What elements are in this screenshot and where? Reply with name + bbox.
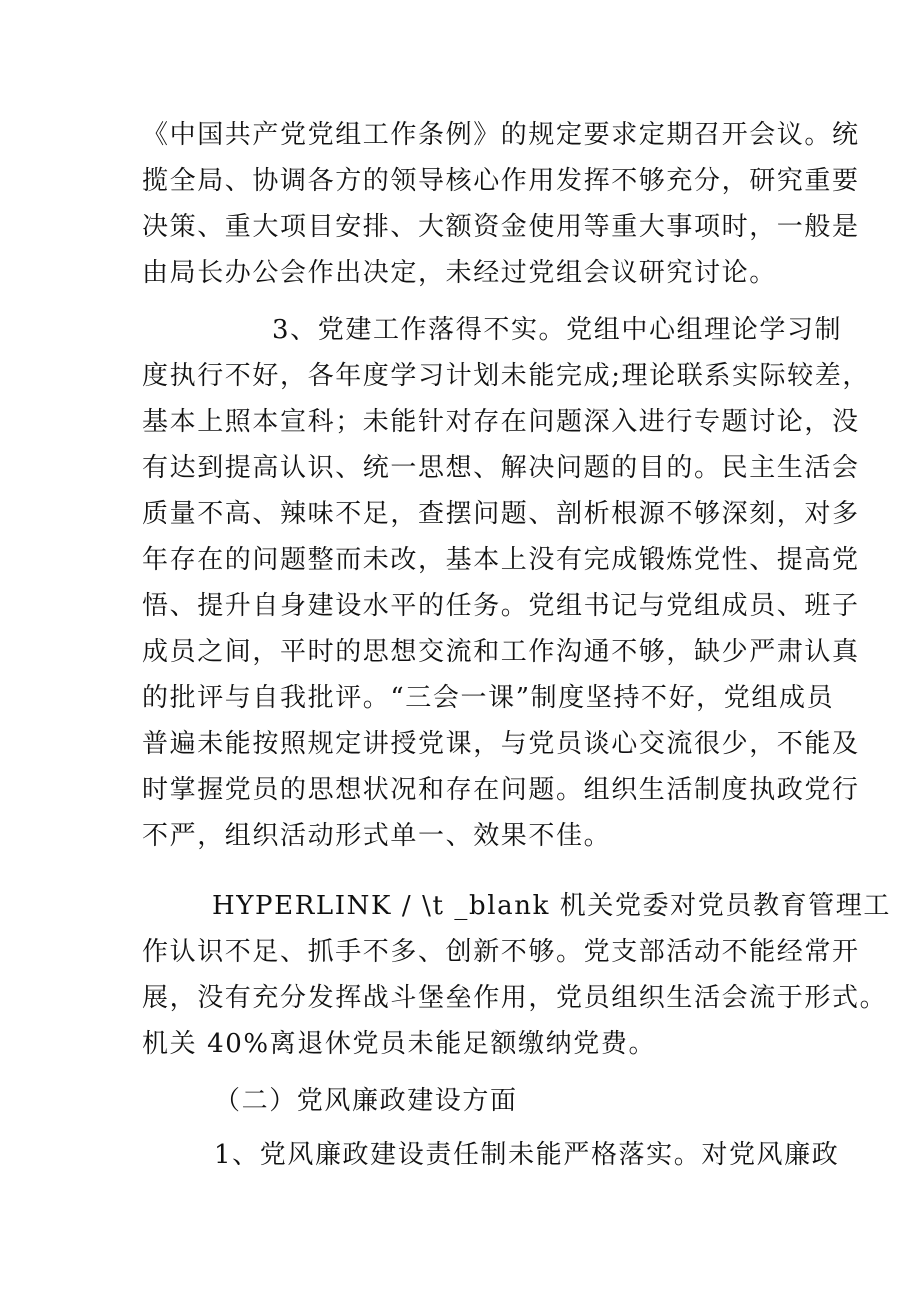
text-line: 展，没有充分发挥战斗堡垒作用，党员组织生活会流于形式。 [142,983,888,1013]
text-line: 不严，组织活动形式单一、效果不佳。 [142,821,612,851]
text-line: 揽全局、协调各方的领导核心作用发挥不够充分，研究重要 [142,166,860,196]
text-line: 《中国共产党党组工作条例》的规定要求定期召开会议。统 [142,120,860,150]
text-line: 有达到提高认识、统一思想、解决问题的目的。民主生活会 [142,453,860,483]
section-heading: （二）党风廉政建设方面 [214,1086,518,1116]
text-line: 时掌握党员的思想状况和存在问题。组织生活制度执政党行 [142,775,860,805]
text-line: 机关 40%离退休党员未能足额缴纳党费。 [142,1029,657,1059]
text-line: 悟、提升自身建设水平的任务。党组书记与党组成员、班子 [142,591,860,621]
text-line: 普遍未能按照规定讲授党课，与党员谈心交流很少，不能及 [142,729,860,759]
text-line: 的批评与自我批评。“三会一课”制度坚持不好，党组成员 [142,683,835,713]
text-line: 基本上照本宣科；未能针对存在问题深入进行专题讨论，没 [142,407,860,437]
text-line: 度执行不好，各年度学习计划未能完成;理论联系实际较差， [142,361,870,391]
text-line: 3、党建工作落得不实。党组中心组理论学习制 [272,315,843,345]
text-line: 决策、重大项目安排、大额资金使用等重大事项时，一般是 [142,212,860,242]
text-line: 年存在的问题整而未改，基本上没有完成锻炼党性、提高党 [142,545,860,575]
text-line: HYPERLINK / \t _blank 机关党委对党员教育管理工 [212,891,891,921]
text-line: 1、党风廉政建设责任制未能严格落实。对党风廉政 [214,1140,840,1170]
text-line: 由局长办公会作出决定，未经过党组会议研究讨论。 [142,258,777,288]
text-line: 作认识不足、抓手不多、创新不够。党支部活动不能经常开 [142,937,860,967]
text-line: 成员之间，平时的思想交流和工作沟通不够，缺少严肃认真 [142,637,860,667]
text-line: 质量不高、辣味不足，查摆问题、剖析根源不够深刻，对多 [142,499,860,529]
